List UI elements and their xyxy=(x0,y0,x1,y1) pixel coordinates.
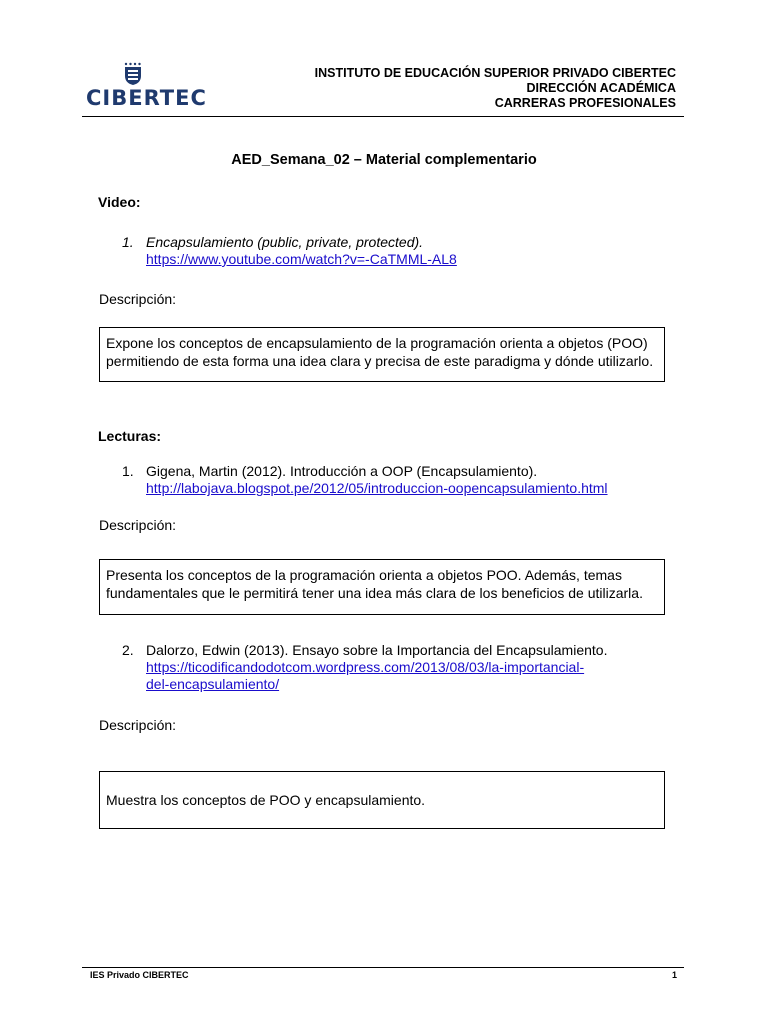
footer-institution: IES Privado CIBERTEC xyxy=(90,970,189,980)
video-item-1 xyxy=(122,234,457,268)
reading-item-title: Dalorzo, Edwin (2013). Ensayo sobre la Importancia del Encapsulamiento. xyxy=(146,642,608,658)
video-description-box: Expone los conceptos de encapsulamiento de la programación orienta a objetos (POO) permitiendo de esta forma una idea clara y precisa de este paradigma y dónde utilizarlo. xyxy=(99,327,665,382)
video-heading: Video: xyxy=(98,194,141,210)
video-item-number: 1. xyxy=(122,234,134,250)
cibertec-logo xyxy=(86,62,207,110)
reading-1-description-box: Presenta los conceptos de la programación orienta a objetos POO. Además, temas fundamentales que le permitirá tener una idea más clara de los beneficios de utilizarla. xyxy=(99,559,665,615)
reading-item-title: Gigena, Martin (2012). Introducción a OOP (Encapsulamiento). xyxy=(146,463,538,479)
video-item-link[interactable]: https://www.youtube.com/watch?v=-CaTMML-AL8 xyxy=(146,251,457,267)
reading-item-link-continued[interactable]: del-encapsulamiento/ xyxy=(146,676,280,692)
page-title: AED_Semana_02 – Material complementario xyxy=(231,152,537,168)
reading-item-2 xyxy=(122,642,607,693)
video-item-title: Encapsulamiento (public, private, protected). xyxy=(146,234,424,250)
reading-item-1 xyxy=(122,463,608,497)
shield-emblem-icon xyxy=(122,62,144,86)
department-name: DIRECCIÓN ACADÉMICA xyxy=(526,81,676,95)
reading-2-description-label: Descripción: xyxy=(99,717,177,733)
reading-1-description-label: Descripción: xyxy=(99,517,177,533)
readings-heading: Lecturas: xyxy=(98,428,162,444)
reading-2-description-box: Muestra los conceptos de POO y encapsulamiento. xyxy=(99,771,665,829)
reading-item-number: 2. xyxy=(122,642,134,658)
header-divider xyxy=(82,116,684,117)
reading-item-number: 1. xyxy=(122,463,134,479)
page-number: 1 xyxy=(671,970,677,980)
program-name: CARRERAS PROFESIONALES xyxy=(494,96,676,110)
footer-divider xyxy=(82,967,684,968)
reading-item-link[interactable]: http://labojava.blogspot.pe/2012/05/introduccion-oopencapsulamiento.html xyxy=(146,480,608,496)
header-institution-block xyxy=(315,66,676,111)
video-description-label: Descripción: xyxy=(99,291,177,307)
reading-item-link[interactable]: https://ticodificandodotcom.wordpress.com/2013/08/03/la-importancial- xyxy=(146,659,585,675)
institution-name: INSTITUTO DE EDUCACIÓN SUPERIOR PRIVADO CIBERTEC xyxy=(314,66,676,80)
logo-wordmark: CIBERTEC xyxy=(86,86,207,110)
